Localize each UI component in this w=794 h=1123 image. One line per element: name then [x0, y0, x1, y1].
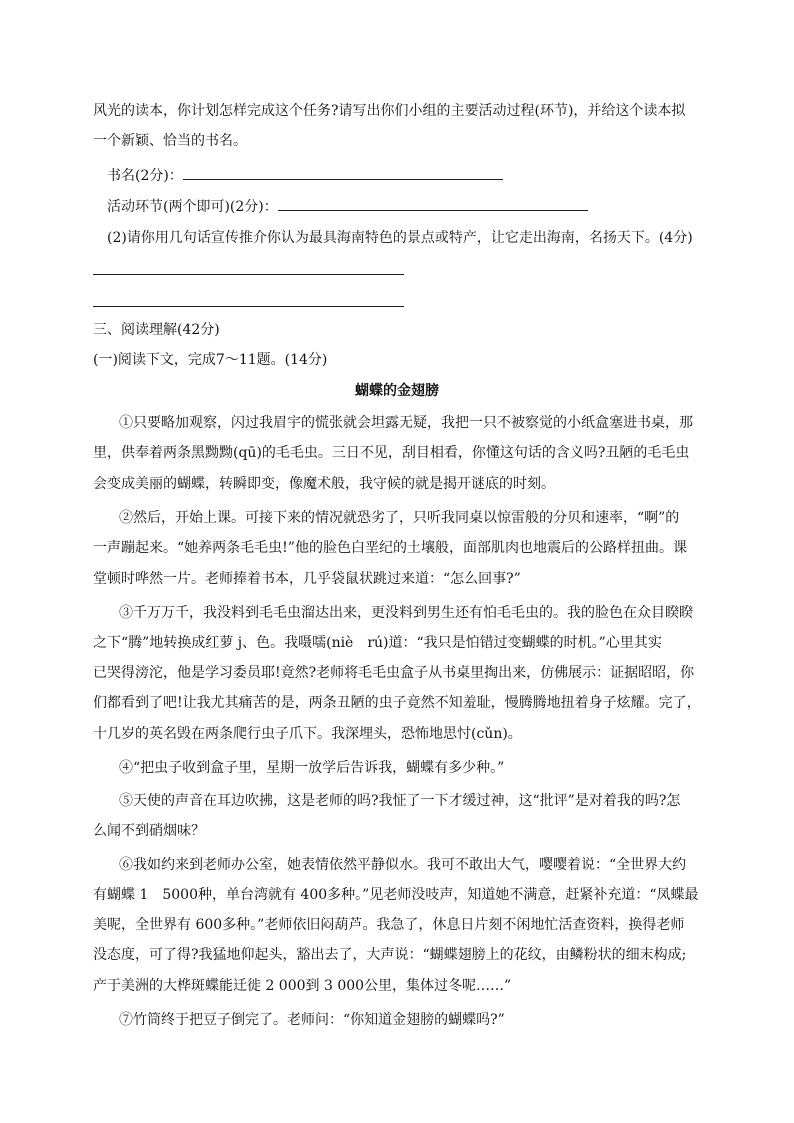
passage-line: 十几岁的英名毁在两条爬行虫子爪下。我深埋头，恐怖地思忖(cǔn)。: [93, 726, 522, 742]
passage-line: 之下“腾”地转换成红萝 j、色。我嗫嚅(niè rú)道：“我只是怕错过变蝴蝶的时机。”心里其实: [93, 635, 662, 651]
passage-line: 们都看到了吧!让我尤其痛苦的是，两条丑陋的虫子竟然不知羞耻，慢腾腾地扭着身子炫耀。完了，: [93, 695, 701, 711]
section-heading: 三、阅读理解(42分): [93, 322, 220, 338]
passage-line: 有蝴蝶 1 5000种，单台湾就有 400多种。”见老师没吱声，知道她不满意，赶紧补充道：“凤蝶最: [93, 887, 699, 903]
passage-line: 没态度，可了得?我猛地仰起头，豁出去了，大声说：“蝴蝶翅膀上的花纹，由鳞粉状的细末构成;: [93, 947, 687, 963]
question-2: (2)请你用几句话宣传推介你认为最具海南特色的景点或特产，让它走出海南，名扬天下。(4分): [107, 230, 693, 246]
passage-line: 么闻不到硝烟味？: [93, 823, 205, 839]
answer-line-2[interactable]: [93, 306, 404, 307]
section-subheading: (一)阅读下文，完成7～11题。(14分): [93, 352, 328, 368]
passage-line: 会变成美丽的蝴蝶，转瞬即变，像魔术般，我守候的就是揭开谜底的时刻。: [93, 476, 555, 492]
passage-line: 已哭得滂沱，他是学习委员耶!竟然?老师将毛毛虫盒子从书桌里掏出来，仿佛展示：证据昭昭，你: [93, 665, 695, 681]
passage-line: ⑥我如约来到老师办公室，她表情依然平静似水。我可不敢出大气，嘤嘤着说：“全世界大约: [119, 857, 687, 873]
intro-line-2: 一个新颖、恰当的书名。: [93, 133, 247, 149]
passage-line: ②然后，开始上课。可接下来的情况就恐劣了，只听我同桌以惊雷般的分贝和速率，“啊”的: [119, 510, 680, 526]
passage-line: 美呢，全世界有 600多种。”老师依旧闷葫芦。我急了，休息日片刻不闲地忙活查资料，换得老师: [93, 917, 685, 933]
passage-line: 堂顿时哗然一片。老师捧着书本，几乎袋鼠状跳过来道：“怎么回事?”: [93, 571, 521, 587]
passage-line: 产于美洲的大桦斑蝶能迁徙 2 000到 3 000公里，集体过冬呢……”: [93, 978, 512, 994]
passage-line: 一声蹦起来。“她养两条毛毛虫!”他的脸色白垩纪的土壤般，面部肌肉也地震后的公路样扭曲。课: [93, 540, 687, 556]
passage-line: ③千万万千，我没料到毛毛虫溜达出来，更没料到男生还有怕毛毛虫的。我的脸色在众目睽睽: [119, 605, 693, 621]
intro-line-1: 风光的读本，你计划怎样完成这个任务?请写出你们小组的主要活动过程(环节)，并给这个读本拟: [93, 103, 686, 119]
passage-line: ⑦竹筒终于把豆子倒完了。老师问：“你知道金翅膀的蝴蝶吗?”: [119, 1012, 505, 1028]
activity-blank[interactable]: [278, 196, 588, 211]
book-title-row: [107, 165, 503, 186]
passage-line: ④“把虫子收到盒子里，星期一放学后告诉我，蝴蝶有多少种。”: [119, 760, 505, 776]
book-title-blank[interactable]: [183, 165, 503, 180]
book-title-label: 书名(2分)：: [107, 168, 183, 184]
activity-row: [107, 196, 588, 217]
passage-line: ⑤天使的声音在耳边吹拂，这是老师的吗?我怔了一下才缓过神，这“批评”是对着我的吗?怎: [119, 793, 681, 809]
answer-line-1[interactable]: [93, 274, 404, 275]
passage-line: 里，供奉着两条黑黝黝(qū)的毛毛虫。三日不见，刮目相看，你懂这句话的含义吗?丑陋的毛毛虫: [93, 445, 690, 461]
passage-title: 蝴蝶的金翅膀: [355, 383, 439, 399]
activity-label: 活动环节(两个即可)(2分)：: [107, 199, 278, 215]
passage-line: ①只要略加观察，闪过我眉宇的慌张就会坦露无疑，我把一只不被察觉的小纸盒塞进书桌，那: [119, 415, 693, 431]
